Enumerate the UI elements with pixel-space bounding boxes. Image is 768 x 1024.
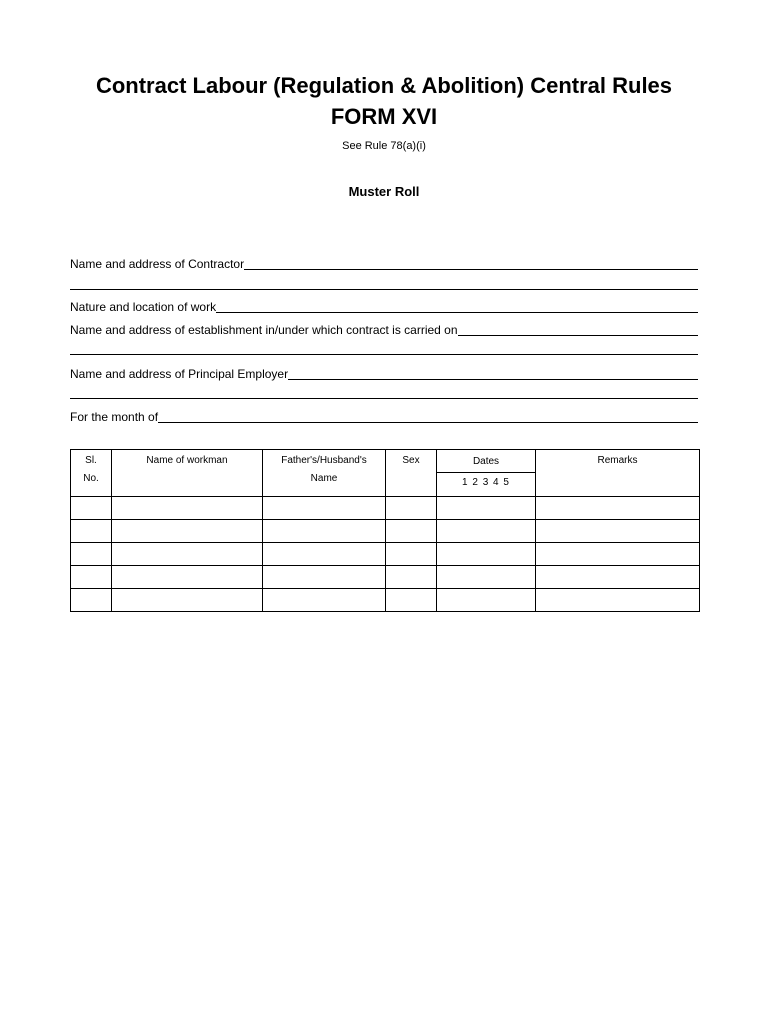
cell-workman[interactable]	[112, 543, 263, 566]
cell-sex[interactable]	[386, 497, 437, 520]
rule-reference: See Rule 78(a)(i)	[342, 140, 426, 152]
establishment-line-2[interactable]	[70, 354, 698, 355]
cell-dates[interactable]	[437, 589, 536, 612]
cell-sex[interactable]	[386, 520, 437, 543]
cell-workman[interactable]	[112, 520, 263, 543]
cell-dates[interactable]	[437, 566, 536, 589]
cell-dates[interactable]	[437, 497, 536, 520]
nature-location-label: Nature and location of work	[70, 300, 217, 314]
table-row	[71, 589, 700, 612]
cell-father[interactable]	[263, 566, 386, 589]
table-row	[71, 520, 700, 543]
header-dates	[437, 450, 536, 497]
cell-sl[interactable]	[71, 520, 112, 543]
header-sl-line2: No.	[83, 473, 99, 484]
header-father-husband-name	[263, 450, 386, 497]
header-workman-label: Name of workman	[146, 455, 228, 466]
cell-remarks[interactable]	[536, 497, 700, 520]
cell-father[interactable]	[263, 589, 386, 612]
cell-workman[interactable]	[112, 497, 263, 520]
cell-remarks[interactable]	[536, 566, 700, 589]
header-father-line1: Father's/Husband's	[281, 455, 367, 466]
cell-father[interactable]	[263, 543, 386, 566]
cell-father[interactable]	[263, 520, 386, 543]
cell-dates[interactable]	[437, 520, 536, 543]
month-field[interactable]	[70, 408, 698, 424]
contractor-line[interactable]	[244, 257, 698, 270]
principal-employer-line[interactable]	[288, 367, 698, 380]
establishment-field[interactable]	[70, 321, 698, 337]
header-father-line2: Name	[310, 473, 338, 484]
cell-workman[interactable]	[112, 589, 263, 612]
header-dates-numbers: 1 2 3 4 5	[462, 477, 510, 488]
table-row	[71, 566, 700, 589]
header-sex	[386, 450, 437, 497]
cell-remarks[interactable]	[536, 589, 700, 612]
cell-remarks[interactable]	[536, 543, 700, 566]
establishment-line[interactable]	[458, 323, 698, 336]
cell-sex[interactable]	[386, 543, 437, 566]
header-dates-label: Dates	[437, 450, 535, 473]
cell-workman[interactable]	[112, 566, 263, 589]
form-number: FORM XVI	[330, 104, 438, 129]
cell-sl[interactable]	[71, 566, 112, 589]
form-title: Contract Labour (Regulation & Abolition) Central Rules	[95, 73, 673, 98]
nature-location-line[interactable]	[216, 300, 698, 313]
cell-sl[interactable]	[71, 543, 112, 566]
nature-location-field[interactable]	[70, 298, 698, 314]
table-row	[71, 497, 700, 520]
contractor-label: Name and address of Contractor	[70, 257, 245, 271]
muster-roll-table	[70, 449, 700, 612]
table-row	[71, 543, 700, 566]
header-remarks	[536, 450, 700, 497]
month-label: For the month of	[70, 410, 159, 424]
header-remarks-label: Remarks	[597, 455, 638, 466]
principal-employer-label: Name and address of Principal Employer	[70, 367, 289, 381]
contractor-field[interactable]	[70, 255, 698, 271]
header-sex-label: Sex	[402, 455, 420, 466]
header-sl-no	[71, 450, 112, 497]
establishment-label: Name and address of establishment in/under which contract is carried on	[70, 323, 458, 337]
table-header-row	[71, 450, 700, 497]
cell-father[interactable]	[263, 497, 386, 520]
cell-sex[interactable]	[386, 589, 437, 612]
header-sl-line1: Sl.	[85, 455, 97, 466]
section-title: Muster Roll	[348, 184, 420, 199]
contractor-line-2[interactable]	[70, 289, 698, 290]
principal-employer-field[interactable]	[70, 365, 698, 381]
header-name-of-workman	[112, 450, 263, 497]
cell-sl[interactable]	[71, 589, 112, 612]
month-line[interactable]	[158, 410, 698, 423]
cell-sl[interactable]	[71, 497, 112, 520]
cell-sex[interactable]	[386, 566, 437, 589]
cell-remarks[interactable]	[536, 520, 700, 543]
principal-employer-line-2[interactable]	[70, 398, 698, 399]
cell-dates[interactable]	[437, 543, 536, 566]
